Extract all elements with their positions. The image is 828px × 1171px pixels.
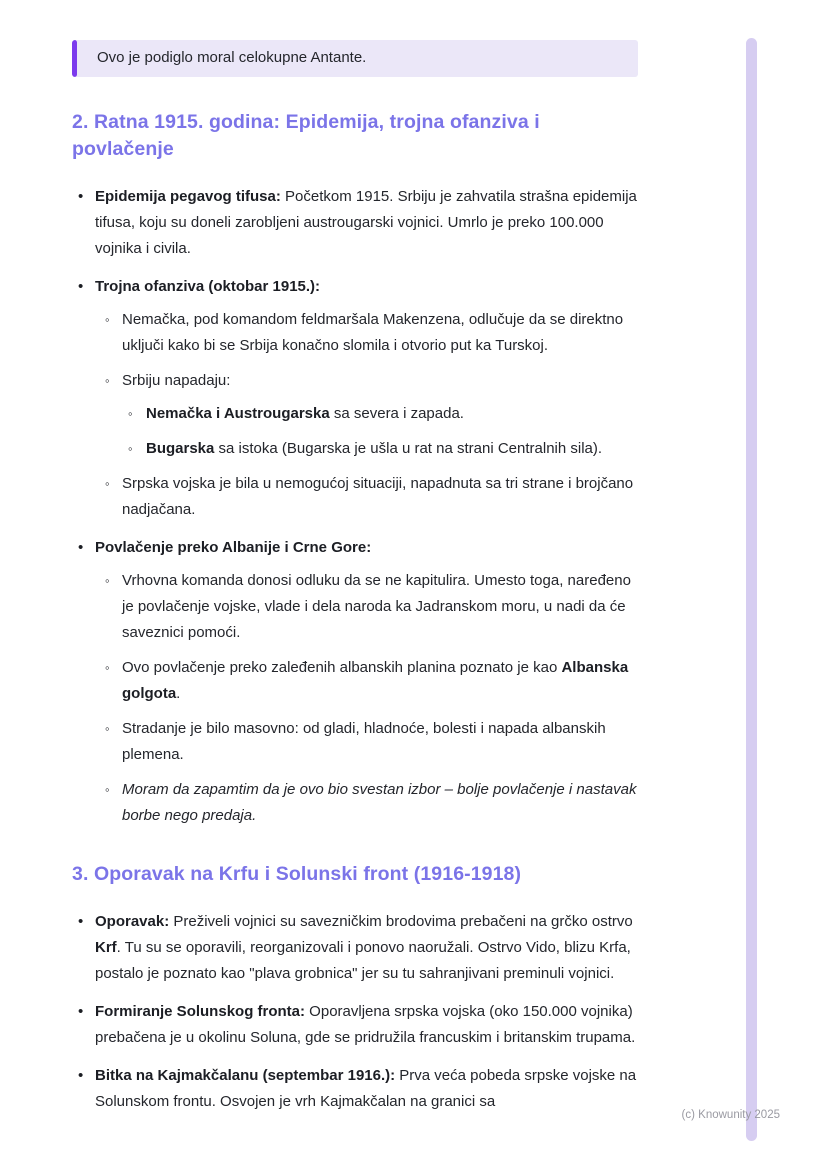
item-bold-term: Albanska golgota (122, 659, 629, 702)
list-item (95, 368, 638, 462)
section-2-list (72, 184, 638, 829)
item-body: . (176, 685, 181, 702)
sub-list (95, 568, 638, 829)
item-lead: Oporavak: (95, 913, 170, 930)
item-lead: Povlačenje preko Albanije i Crne Gore: (95, 539, 372, 556)
section-3-heading: 3. Oporavak na Krfu i Solunski front (1916-1918) (72, 863, 522, 885)
list-item (122, 436, 638, 462)
item-note (122, 777, 638, 829)
list-item (95, 716, 638, 768)
item-lead: Nemačka i Austrougarska (146, 405, 330, 422)
item-lead: Formiranje Solunskog fronta: (95, 1003, 306, 1020)
list-item (72, 1063, 638, 1115)
item-body: Srpska vojska je bila u nemogućoj situaciji, napadnuta sa tri strane i brojčano nadjačana. (122, 475, 634, 518)
item-lead: Epidemija pegavog tifusa: (95, 188, 281, 205)
item-text (122, 368, 638, 394)
list-item (95, 777, 638, 829)
section-3-list (72, 909, 638, 1115)
item-body: Oporavljena srpska vojska (oko 150.000 vojnika) prebačena je u okolinu Soluna, gde se pridružila francuskim i britanskim trupama. (95, 1003, 636, 1046)
item-text (146, 401, 638, 427)
item-body: Preživeli vojnici su savezničkim brodovima prebačeni na grčko ostrvo (169, 913, 633, 930)
item-text (95, 999, 638, 1051)
item-bold-term: Krf (95, 939, 117, 956)
callout-quote (72, 40, 638, 77)
item-lead: Bitka na Kajmakčalanu (septembar 1916.): (95, 1067, 396, 1084)
item-text (95, 535, 638, 561)
list-item (72, 909, 638, 987)
item-body: sa istoka (Bugarska je ušla u rat na strani Centralnih sila). (214, 440, 603, 457)
item-body: sa severa i zapada. (329, 405, 464, 422)
list-item (72, 274, 638, 523)
item-text (95, 184, 638, 262)
item-text (146, 436, 638, 462)
item-body: . Tu su se oporavili, reorganizovali i ponovo naoružali. Ostrvo Vido, blizu Krfa, postalo je poznato kao "plava grobnica" jer su tu sahranjivani preminuli vojnici. (95, 939, 631, 982)
section-2-heading: 2. Ratna 1915. godina: Epidemija, trojna ofanziva i povlačenje (72, 111, 540, 160)
item-text (95, 1063, 638, 1115)
list-item (72, 184, 638, 262)
item-lead: Trojna ofanziva (oktobar 1915.): (95, 278, 321, 295)
item-lead: Bugarska (146, 440, 215, 457)
item-body: Moram da zapamtim da je ovo bio svestan izbor – bolje povlačenje i nastavak borbe nego predaja. (122, 781, 637, 824)
item-body: Vrhovna komanda donosi odluku da se ne kapitulira. Umesto toga, naređeno je povlačenje vojske, vlade i dela naroda ka Jadranskom moru, u nadi da će saveznici pomoći. (122, 572, 631, 641)
item-text (122, 471, 638, 523)
list-item (95, 568, 638, 646)
item-body: Stradanje je bilo masovno: od gladi, hladnoće, bolesti i napada albanskih plemena. (122, 720, 606, 763)
item-body: Početkom 1915. Srbiju je zahvatila strašna epidemija tifusa, koju su doneli zarobljeni austrougarski vojnici. Umrlo je preko 100.000 vojnika i civila. (95, 188, 637, 257)
item-body: Prva veća pobeda srpske vojske na Solunskom frontu. Osvojen je vrh Kajmakčalan na granici sa (95, 1067, 637, 1110)
callout-text: Ovo je podiglo moral celokupne Antante. (97, 49, 367, 66)
list-item (72, 535, 638, 829)
item-text (95, 274, 638, 300)
copyright-text: (c) Knowunity 2025 (681, 1109, 780, 1121)
list-item (72, 999, 638, 1051)
item-body: Nemačka, pod komandom feldmaršala Makenzena, odlučuje da se direktno uključi kako bi se Srbija konačno slomila i otvorio put ka Turskoj. (122, 311, 624, 354)
list-item (95, 655, 638, 707)
item-text (122, 655, 638, 707)
note-content (72, 40, 638, 1127)
list-item (95, 307, 638, 359)
item-text (122, 716, 638, 768)
sub-list (95, 307, 638, 523)
list-item (122, 401, 638, 427)
list-item (95, 471, 638, 523)
item-body: Srbiju napadaju: (122, 372, 231, 389)
item-text (95, 909, 638, 987)
item-text (122, 568, 638, 646)
item-text (122, 307, 638, 359)
scrollbar[interactable] (746, 38, 757, 1141)
sub-sub-list (122, 401, 638, 462)
item-body: Ovo povlačenje preko zaleđenih albanskih planina poznato je kao (122, 659, 562, 676)
